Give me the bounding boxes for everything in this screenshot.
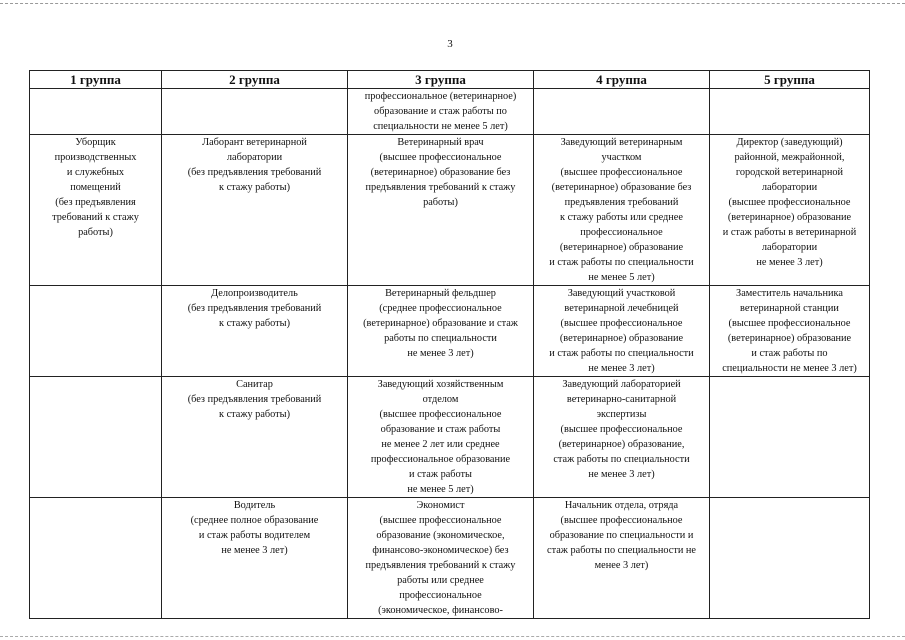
table-cell: Заведующий лабораторией ветеринарно-санитарной экспертизы (высшее профессиональное (ветеринарное) образование, стаж работы по специальности не менее 3 лет) [534, 377, 710, 498]
header-group-1: 1 группа [30, 71, 162, 89]
top-page-edge [0, 3, 905, 4]
table-cell: Заведующий участковой ветеринарной лечебницей (высшее профессиональное (ветеринарное) образование и стаж работы по специальности не менее 3 лет) [534, 286, 710, 377]
table-cell [534, 89, 710, 135]
table-cell: Начальник отдела, отряда (высшее профессиональное образование по специальности и стаж работы по специальности не менее 3 лет) [534, 498, 710, 619]
table-cell: Санитар (без предъявления требований к стажу работы) [162, 377, 348, 498]
page-number: 3 [447, 38, 453, 50]
table-cell [710, 377, 870, 498]
table-cell [30, 89, 162, 135]
table-cell: Ветеринарный фельдшер (среднее профессиональное (ветеринарное) образование и стаж работы по специальности не менее 3 лет) [348, 286, 534, 377]
table-row [30, 498, 870, 619]
table-cell [710, 89, 870, 135]
table-cell [30, 286, 162, 377]
table-cell: Заместитель начальника ветеринарной станции (высшее профессиональное (ветеринарное) образование и стаж работы по специальности не менее 3 лет) [710, 286, 870, 377]
table-cell: Заведующий ветеринарным участком (высшее профессиональное (ветеринарное) образование без предъявления требований к стажу работы или среднее профессиональное (ветеринарное) образование и стаж работы по специальности не менее 5 лет) [534, 135, 710, 286]
table-cell: профессиональное (ветеринарное) образование и стаж работы по специальности не менее 5 лет) [348, 89, 534, 135]
table-cell: Заведующий хозяйственным отделом (высшее профессиональное образование и стаж работы не менее 2 лет или среднее профессиональное образование и стаж работы не менее 5 лет) [348, 377, 534, 498]
table-cell [710, 498, 870, 619]
table-row [30, 135, 870, 286]
table-cell: Уборщик производственных и служебных помещений (без предъявления требований к стажу работы) [30, 135, 162, 286]
header-group-2: 2 группа [162, 71, 348, 89]
table-row [30, 286, 870, 377]
table-cell [30, 377, 162, 498]
table-header-row [30, 71, 870, 89]
header-group-3: 3 группа [348, 71, 534, 89]
bottom-page-edge [0, 636, 905, 637]
table-cell [30, 498, 162, 619]
table-row [30, 89, 870, 135]
table-cell: Директор (заведующий) районной, межрайонной, городской ветеринарной лаборатории (высшее профессиональное (ветеринарное) образование и стаж работы в ветеринарной лаборатории не менее 3 лет) [710, 135, 870, 286]
table-cell: Экономист (высшее профессиональное образование (экономическое, финансово-экономическое) без предъявления требований к стажу работы или среднее профессиональное (экономическое, финансово- [348, 498, 534, 619]
table-cell: Делопроизводитель (без предъявления требований к стажу работы) [162, 286, 348, 377]
table-cell [162, 89, 348, 135]
header-group-4: 4 группа [534, 71, 710, 89]
table-cell: Ветеринарный врач (высшее профессиональное (ветеринарное) образование без предъявления требований к стажу работы) [348, 135, 534, 286]
header-group-5: 5 группа [710, 71, 870, 89]
table-cell: Лаборант ветеринарной лаборатории (без предъявления требований к стажу работы) [162, 135, 348, 286]
table-cell: Водитель (среднее полное образование и стаж работы водителем не менее 3 лет) [162, 498, 348, 619]
table-row [30, 377, 870, 498]
staff-groups-table [29, 70, 870, 619]
